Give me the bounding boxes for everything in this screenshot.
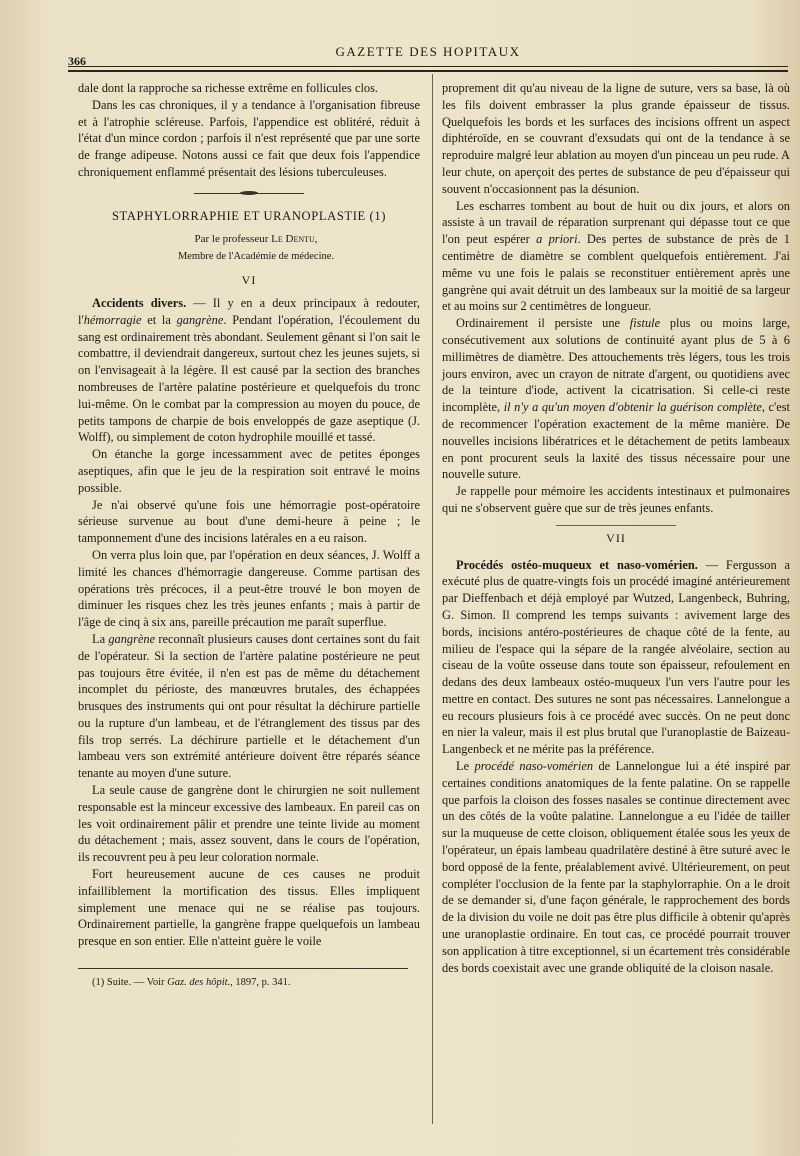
paragraph: Je rappelle pour mémoire les accidents intestinaux et pulmonaires qui ne s'observent guère que sur de très jeunes enfants. [442, 484, 790, 515]
journal-title: GAZETTE DES HOPITAUX [335, 44, 521, 59]
italic-run: fistule [629, 316, 661, 331]
text-run: Ordinairement il persiste une [456, 316, 630, 331]
paragraph [442, 557, 790, 759]
italic-run: hémorragie [83, 312, 142, 327]
text-run: , 1897, p. 341. [230, 977, 291, 989]
text-run: et la [141, 312, 177, 327]
paragraph: Fort heureusement aucune de ces causes ne produit infailliblement la mortification des tissus. Elles impliquent simplement une menace qui ne se réalise pas toujours. Ordinairement partielle, la gangrène frappe quelquefois un lambeau presque en son entier. Elle n'atteint guère le voile [78, 867, 420, 949]
subheading: Procédés ostéo-muqueux et naso-vomérien. [456, 557, 698, 572]
paragraph: Je n'ai observé qu'une fois une hémorragie post-opératoire sérieuse survenue au bout d'une demi-heure à peine ; le tamponnement d'une des incisions latérales en a eu raison. [78, 497, 420, 546]
text-run: Les escharres tombent au bout de huit ou dix jours, et alors on assiste à un travail de réparation surprenant qui dépasse tout ce que l'on peut espérer [442, 198, 790, 247]
italic-run: gangrène [108, 631, 156, 646]
text-run: , c'est de recommencer l'opération exactement de la même manière. De nouvelles incisions libératrices et le détachement de petits lambeaux en pont procurent seuls la laxité des tissus nécessaire pour une nouvelle suture. [442, 400, 790, 482]
paragraph [442, 198, 790, 316]
page-number: 366 [68, 54, 86, 68]
text-run: (1) Suite. — Voir [92, 977, 168, 989]
article-title: STAPHYLORRAPHIE ET URANOPLASTIE (1) [111, 208, 387, 223]
section-number: VI [241, 273, 257, 288]
column-divider [432, 74, 433, 1124]
text-run: de Lannelongue lui a été inspiré par certaines conditions anatomiques de la fente palatine. On se rappelle que parfois la cloison des fosses nasales se continue directement avec un des côtés de la voûte palatine. Lannelongue a eu l'idée de tailler sur la muqueuse de cette cloison, obliquement étalée sous les yeux de l'opérateur, un épais lambeau quadrilatère destiné à être suturé avec le bord opposé de la fente, préalablement avivé. Ultérieurement, on peut compléter l'occlusion de la fente par la staphylorraphie. On a le droit de se demander si, d'une façon générale, le rapprochement des bords de la division du voile ne doit pas être plus difficile à obtenir qu'après une uranoplastie ordinaire. En tout cas, ce procédé pourrait trouver son application à titre exceptionnel, si un écartement très considérable des bords coexistait avec une grande obliquité de la cloison nasale. [442, 759, 790, 975]
section-number: VII [556, 525, 676, 547]
paragraph: On verra plus loin que, par l'opération en deux séances, J. Wolff a limité les chances d'hémorragie dangereuse. Comme partisan des opérations très précoces, il a peut-être trouvé le bon moyen de diminuer les risques chez les très jeunes enfants ; mais à partir de l'âge de cinq à six ans, pareille précaution me paraît superflue. [78, 547, 420, 630]
author-name: Le Dentu, [271, 232, 318, 245]
right-column [442, 80, 790, 976]
text-run: plus ou moins large, consécutivement aux solutions de continuité ayant plus de 5 à 6 millimètres de diamètre. Des attouchements très légers, tous les trois jours environ, avec un crayon de nitrate d'argent, ou quotidiens avec de la teinture d'iode, activent la cicatrisation. Si celle-ci reste incomplète, [442, 316, 790, 415]
subheading: Accidents divers. [92, 295, 187, 310]
page-header [68, 44, 788, 66]
text-run: — Fergusson a exécuté plus de quatre-vingts fois un procédé imaginé antérieurement par Dieffenbach et déjà employé par Wutzed, Langenbeck, Buhring, G. Simon. Il comprend les temps suivants : avivement large des bords, incisions antéro-postérieures de chaque côté de la fente, au milieu de l'espace qui la sépare de la rangée alvéolaire, section au ciseau de la voûte osseuse dans toute son épaisseur, refoulement en dedans des deux lambeaux ostéo-muqueux l'un vers l'autre pour les mettre en contact. Des sutures ne sont pas nécessaires. Lannelongue a eu recours plusieurs fois à ce procédé avec succès. On ne peut donc en nier la valeur, mais il est plus brutal que l'uranoplastie de Baizeau-Langenbeck et ne mérite pas la préférence. [442, 557, 790, 757]
text-run: reconnaît plusieurs causes dont certaines sont du fait de l'opérateur. Si la section de l'artère palatine postérieure ne peut pas toujours être évitée, il n'en est pas de même du détachement incomplet du périoste, des manœuvres brutales, des échappées brusques des instruments qui ont pour résultat la déchirure partielle ou la rupture d'un lambeau, et de l'étranglement des tissus par des fils trop serrés. La déchirure partielle et le détachement d'un lambeau vers son extrémité antérieure doivent être réparés séance tenante au moyen d'une suture. [78, 631, 420, 781]
paragraph: La seule cause de gangrène dont le chirurgien ne soit nullement responsable est la minceur excessive des lambeaux. En pareil cas on les voit ordinairement pâlir et prendre une teinte livide au moment du détachement ; mais, assez souvent, dans le cours de l'opération, ils recouvrent peu à peu leur coloration normale. [78, 783, 420, 865]
text-run: . Pendant l'opération, l'écoulement du sang est ordinairement très abondant. Seulement gênant si l'on sait le combattre, il deviendrait dangereux, surtout chez les jeunes sujets, si on l'envisageait à la légère. Il est causé par la section des branches nombreuses de l'artère palatine postérieure et quelquefois du tronc lui-même. On le combat par la compression au moyen du pouce, de petits tampons de charpie de bois enveloppés de gaze aseptique (J. Wolff), ou simplement de coton hydrophile mouillé et tassé. [78, 312, 420, 445]
paragraph [442, 315, 790, 483]
paragraph: dale dont la rapproche sa richesse extrême en follicules clos. [78, 81, 379, 95]
author-line [78, 231, 420, 248]
text-run: La [92, 631, 109, 646]
author-title: Membre de l'Académie de médecine. [177, 251, 335, 263]
header-rule [68, 66, 788, 67]
section-separator [194, 193, 304, 194]
italic-run: Gaz. des hôpit. [167, 977, 231, 989]
italic-run: procédé naso-vomérien [474, 759, 594, 774]
italic-run: gangrène [176, 312, 224, 327]
footnote [78, 975, 420, 992]
paragraph: Dans les cas chroniques, il y a tendance à l'organisation fibreuse et à l'atrophie scléreuse. Parfois, l'appendice est oblitéré, réduit à l'état d'un mince cordon ; parfois il n'est représenté que par une sorte de frange adipeuse. Notons aussi ce fait que deux fois l'appendice chroniquement enflammé présentait des lésions tuberculeuses. [78, 97, 420, 179]
paragraph [442, 758, 790, 976]
text-run: Le [456, 759, 475, 774]
paragraph: proprement dit qu'au niveau de la ligne de suture, vers sa base, là où les fils doivent embrasser la plus grande épaisseur de tissus. Quelquefois les bords et les surfaces des incisions offrent un aspect diphtéroïde, en se couvrant d'exsudats qui ont de la tendance à se reproduire malgré leur ablation au moyen d'un pinceau un peu rude. A leur chute, on aperçoit des pertes de substance de peu d'épaisseur qui souvent n'occasionnent pas la désunion. [442, 81, 790, 196]
left-column [78, 80, 420, 992]
paragraph [78, 295, 420, 446]
paragraph: On étanche la gorge incessamment avec de petites éponges aseptiques, afin que le jeu de la respiration soit entravé le moins possible. [78, 447, 420, 495]
text-run: . Des pertes de substance de près de 1 centimètre de diamètre se comblent quelquefois entièrement. J'ai même vu une fois le palais se reconstituer entièrement après une gangrène qui avait détruit un des lambeaux sur la moitié de sa largeur et au moins sur 2 centimètres de longueur. [442, 232, 790, 314]
footnote-rule [78, 968, 408, 969]
header-rule-thick [68, 70, 788, 72]
italic-run: il n'y a qu'un moyen d'obtenir la guérison complète [503, 400, 762, 415]
italic-run: a priori [536, 232, 578, 247]
author-prefix: Par le professeur [194, 232, 272, 245]
text-run: — Il y en a deux principaux à redouter, l' [78, 295, 420, 327]
paragraph [78, 631, 420, 782]
